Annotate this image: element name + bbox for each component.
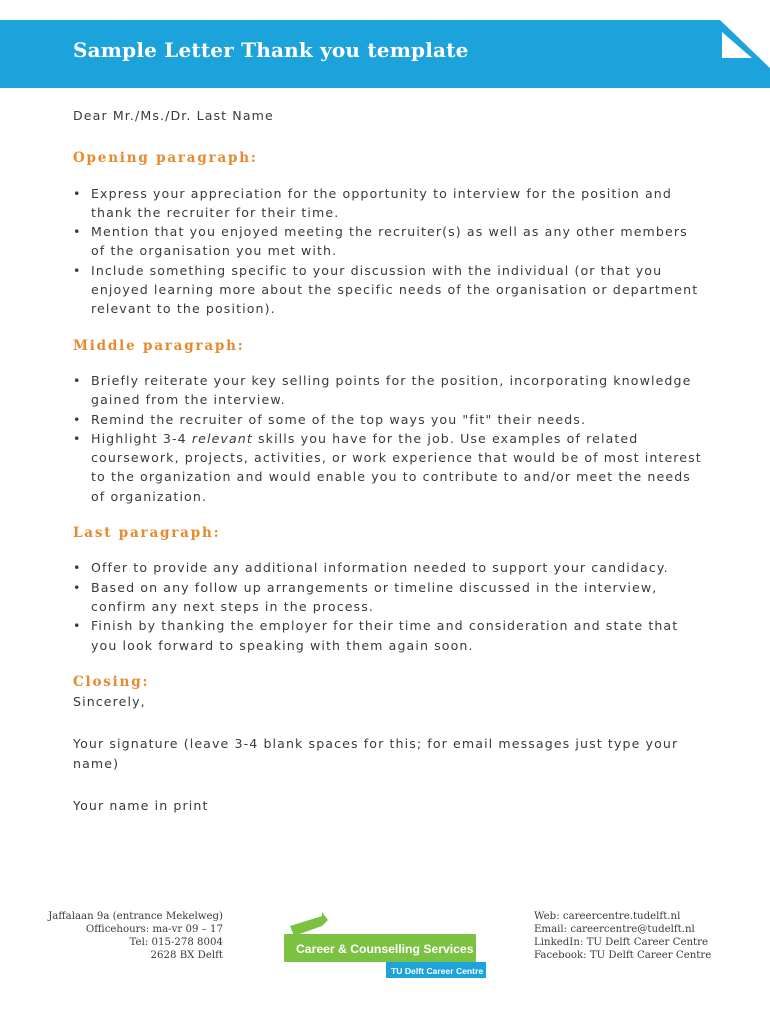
print-name-line: Your name in print bbox=[73, 798, 209, 814]
logo-text-main: Career & Counselling Services bbox=[296, 942, 474, 956]
list-item-text: Highlight 3-4 bbox=[91, 430, 192, 446]
list-item: • Briefly reiterate your key selling points for the position, incorporating knowledge gained from the interview. bbox=[73, 371, 703, 410]
list-item: • Based on any follow up arrangements or timeline discussed in the interview, confirm any next steps in the process. bbox=[73, 578, 703, 617]
list-item: • Remind the recruiter of some of the top ways you "fit" their needs. bbox=[73, 410, 703, 429]
footer-phone-line: Tel: 015-278 8004 bbox=[129, 937, 223, 948]
middle-heading: Middle paragraph: bbox=[73, 337, 245, 354]
list-item bbox=[73, 429, 703, 506]
footer-web-line: Web: careercentre.tudelft.nl bbox=[534, 911, 681, 922]
list-item: • Include something specific to your discussion with the individual (or that you enjoyed learning more about the specific needs of the organisation or department relevant to the position). bbox=[73, 261, 703, 319]
page-corner-fold bbox=[710, 20, 770, 88]
letter-body bbox=[73, 106, 703, 815]
opening-list bbox=[73, 184, 703, 319]
footer-linkedin-line: LinkedIn: TU Delft Career Centre bbox=[534, 937, 709, 948]
closing-heading: Closing: bbox=[73, 673, 150, 690]
last-heading: Last paragraph: bbox=[73, 525, 221, 542]
footer-address-line: Jaffalaan 9a (entrance Mekelweg) bbox=[48, 911, 223, 922]
list-item: • Finish by thanking the employer for their time and consideration and state that you look forward to speaking with them again soon. bbox=[73, 616, 703, 655]
list-item: • Mention that you enjoyed meeting the recruiter(s) as well as any other members of the organisation you met with. bbox=[73, 222, 703, 261]
footer-address bbox=[30, 910, 223, 962]
closing-sincerely: Sincerely, bbox=[73, 694, 146, 710]
middle-list bbox=[73, 371, 703, 506]
footer-facebook-line: Facebook: TU Delft Career Centre bbox=[534, 950, 712, 961]
opening-heading: Opening paragraph: bbox=[73, 150, 258, 167]
footer-hours-line: Officehours: ma-vr 09 – 17 bbox=[85, 924, 223, 935]
footer-contacts bbox=[534, 910, 754, 962]
list-item: • Offer to provide any additional information needed to support your candidacy. bbox=[73, 558, 703, 577]
signature-line: Your signature (leave 3-4 blank spaces for this; for email messages just type your name) bbox=[73, 736, 679, 771]
career-services-logo bbox=[282, 910, 488, 980]
list-item-text: skills you have for the job. Use examples of related coursework, projects, activities, or work experience that would be of most interest to the organization and would enable you to contribute to and/or meet the needs of organization. bbox=[91, 430, 702, 504]
list-item: • Express your appreciation for the opportunity to interview for the position and thank the recruiter for their time. bbox=[73, 184, 703, 223]
greeting: Dear Mr./Ms./Dr. Last Name bbox=[73, 108, 274, 123]
emphasis-text: relevant bbox=[191, 430, 253, 446]
logo-text-sub: TU Delft Career Centre bbox=[391, 966, 484, 976]
footer-email-line: Email: careercentre@tudelft.nl bbox=[534, 924, 695, 935]
last-list bbox=[73, 558, 703, 654]
footer-postcode-line: 2628 BX Delft bbox=[150, 950, 223, 961]
page-title: Sample Letter Thank you template bbox=[73, 38, 469, 62]
